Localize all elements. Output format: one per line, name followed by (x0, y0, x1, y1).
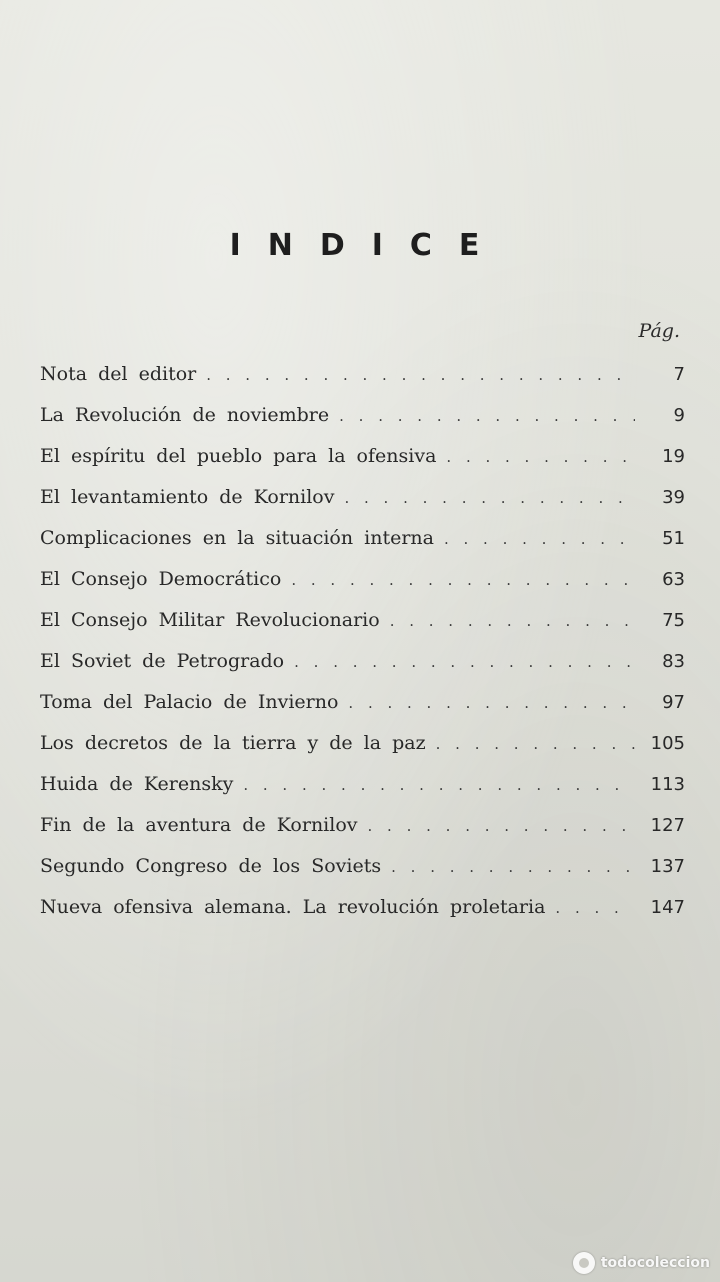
dot-leader (446, 437, 635, 478)
toc-entry (40, 641, 685, 682)
toc-entry-title: El Consejo Militar Revolucionario (40, 609, 380, 631)
dot-leader (436, 724, 635, 765)
page-column-label: Pág. (638, 320, 680, 342)
dot-leader (444, 519, 635, 560)
todocoleccion-logo-icon (573, 1252, 595, 1274)
toc-entry-page: 127 (650, 815, 685, 836)
toc-entry-title: Segundo Congreso de los Soviets (40, 855, 382, 877)
toc-entry-page: 51 (662, 528, 685, 549)
toc-entry (40, 354, 685, 395)
toc-entry (40, 887, 685, 928)
toc-entry-title: El Soviet de Petrogrado (40, 650, 285, 672)
toc-entry (40, 518, 685, 559)
dot-leader (291, 560, 635, 601)
toc-entry-page: 137 (650, 856, 685, 877)
toc-entry-page: 63 (662, 569, 685, 590)
dot-leader (206, 355, 635, 396)
toc-entry (40, 559, 685, 600)
toc-entry (40, 600, 685, 641)
dot-leader (294, 642, 635, 683)
dot-leader (391, 847, 635, 888)
toc-entry-page: 7 (673, 364, 685, 385)
toc-entry-title: La Revolución de noviembre (40, 404, 330, 426)
toc-entry-page: 105 (650, 733, 685, 754)
toc-entry-title: El levantamiento de Kornilov (40, 486, 335, 508)
toc-entry-title: Fin de la aventura de Kornilov (40, 814, 358, 836)
toc-entry (40, 477, 685, 518)
toc-entry-title: Toma del Palacio de Invierno (40, 691, 339, 713)
dot-leader (390, 601, 635, 642)
toc-entry (40, 682, 685, 723)
watermark (573, 1252, 710, 1274)
table-of-contents (40, 354, 685, 928)
toc-entry-page: 39 (662, 487, 685, 508)
toc-entry-title: Nota del editor (40, 363, 197, 385)
toc-entry-title: Los decretos de la tierra y de la paz (40, 732, 426, 754)
toc-entry-page: 147 (650, 897, 685, 918)
index-title: INDICE (229, 228, 507, 263)
watermark-text: todocoleccion (600, 1255, 710, 1271)
dot-leader (339, 396, 635, 437)
toc-entry (40, 764, 685, 805)
toc-entry-page: 19 (662, 446, 685, 467)
dot-leader (348, 683, 635, 724)
toc-entry-title: Nueva ofensiva alemana. La revolución proletaria (40, 896, 546, 918)
toc-entry-page: 83 (662, 651, 685, 672)
toc-entry-page: 113 (650, 774, 685, 795)
toc-entry-page: 97 (662, 692, 685, 713)
toc-entry (40, 846, 685, 887)
dot-leader (368, 806, 635, 847)
toc-entry-title: Complicaciones en la situación interna (40, 527, 434, 549)
dot-leader (243, 765, 635, 806)
dot-leader (344, 478, 635, 519)
toc-entry-page: 9 (673, 405, 685, 426)
toc-entry-title: El Consejo Democrático (40, 568, 282, 590)
toc-entry (40, 395, 685, 436)
toc-entry-page: 75 (662, 610, 685, 631)
toc-entry-title: El espíritu del pueblo para la ofensiva (40, 445, 437, 467)
dot-leader (555, 888, 635, 929)
toc-entry (40, 805, 685, 846)
toc-entry-title: Huida de Kerensky (40, 773, 234, 795)
toc-entry (40, 723, 685, 764)
toc-entry (40, 436, 685, 477)
